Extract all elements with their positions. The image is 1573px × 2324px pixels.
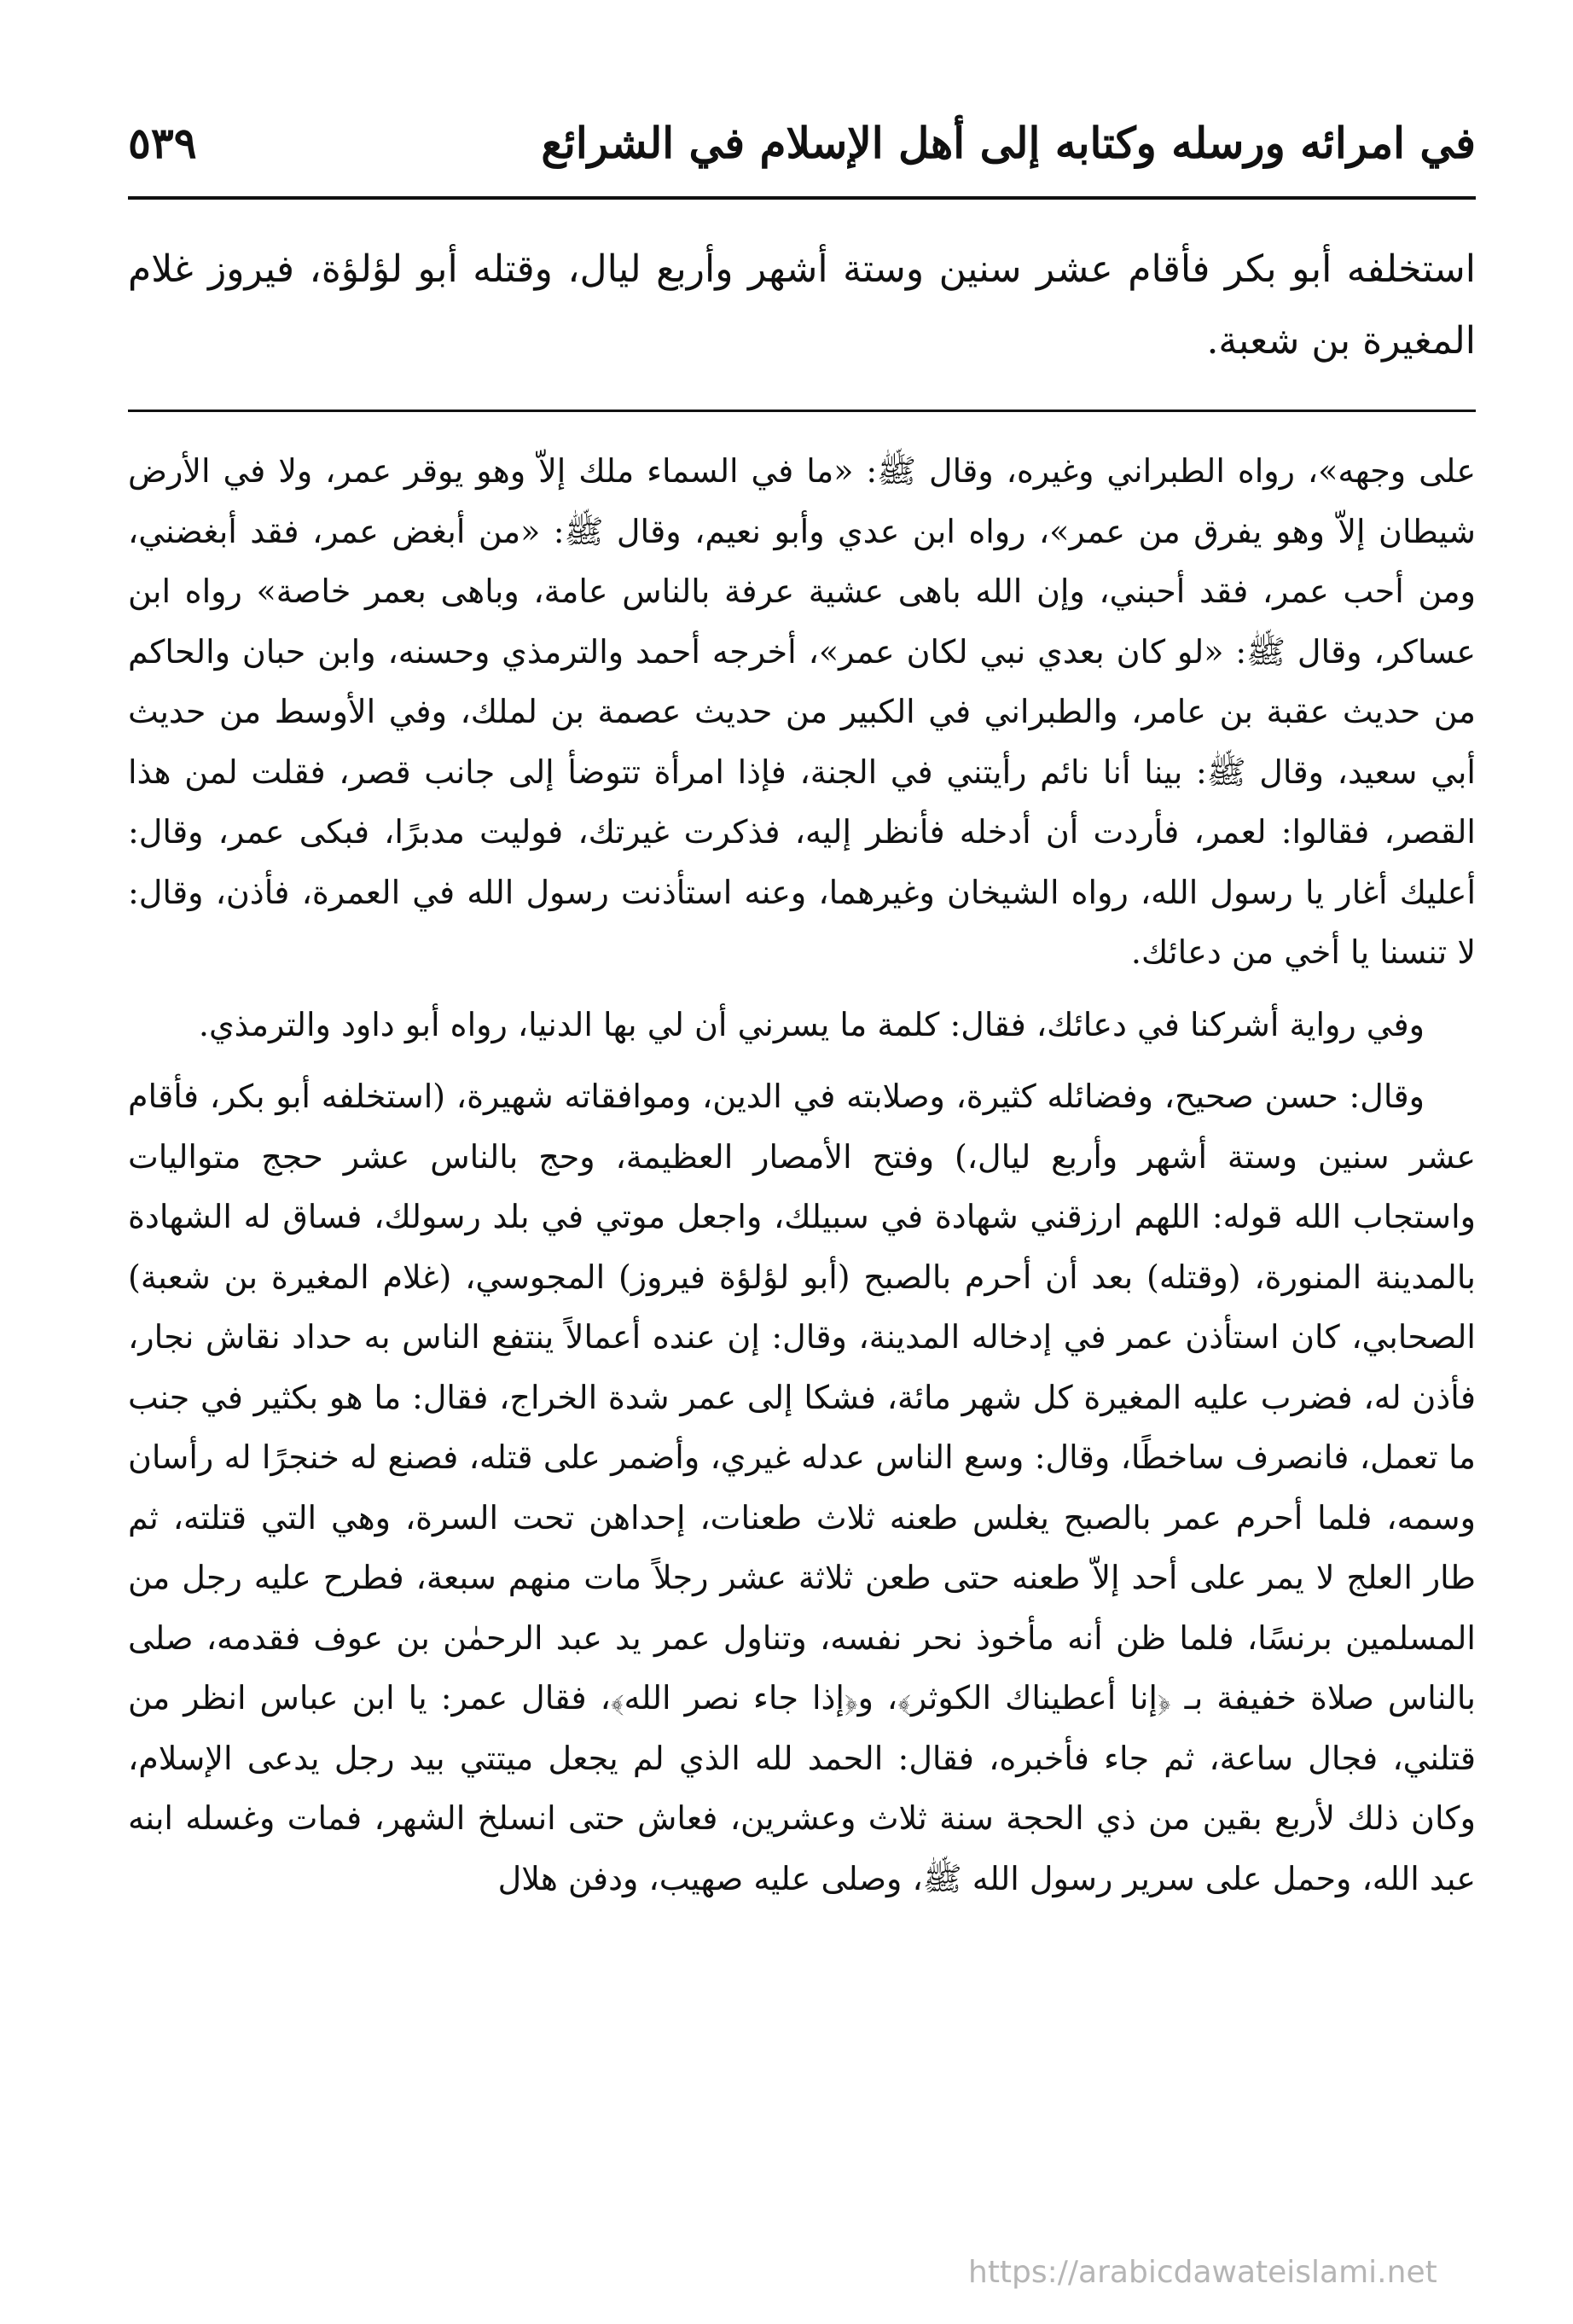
watermark-url: https://arabicdawateislami.net [968, 2255, 1437, 2290]
page-header [128, 102, 1476, 200]
book-page [128, 102, 1476, 2286]
commentary-paragraph: وفي رواية أشركنا في دعائك، فقال: كلمة ما يسرني أن لي بها الدنيا، رواه أبو داود والترمذي. [198, 1005, 1425, 1043]
running-title: في امرائه ورسله وكتابه إلى أهل الإسلام في الشرائع [541, 118, 1476, 168]
main-text: استخلفه أبو بكر فأقام عشر سنين وستة أشهر وأربع ليال، وقتله أبو لؤلؤة، فيروز غلام المغيرة بن شعبة. [128, 247, 1476, 363]
page-number: ٥٣٩ [128, 118, 197, 168]
commentary-paragraph: على وجهه»، رواه الطبراني وغيره، وقال ﷺ: «ما في السماء ملك إلاّ وهو يوقر عمر، ولا في الأرض شيطان إلاّ وهو يفرق من عمر»، رواه ابن عدي وأبو نعيم، وقال ﷺ: «من أبغض عمر، فقد أبغضني، ومن أحب عمر، فقد أحبني، وإن الله باهى عشية عرفة بالناس عامة، وباهى بعمر خاصة» رواه ابن عساكر، وقال ﷺ: «لو كان بعدي نبي لكان عمر»، أخرجه أحمد والترمذي وحسنه، وابن حبان والحاكم من حديث عقبة بن عامر، والطبراني في الكبير من حديث عصمة بن لملك، وفي الأوسط من حديث أبي سعيد، وقال ﷺ: بينا أنا نائم رأيتني في الجنة، فإذا امرأة تتوضأ إلى جانب قصر، فقلت لمن هذا القصر، فقالوا: لعمر، فأردت أن أدخله فأنظر إليه، فذكرت غيرتك، فوليت مدبرًا، فبكى عمر، وقال: أعليك أغار يا رسول الله، رواه الشيخان وغيرهما، وعنه استأذنت رسول الله في العمرة، فأذن، وقال: لا تنسنا يا أخي من دعائك. [128, 452, 1476, 971]
commentary-paragraph: وقال: حسن صحيح، وفضائله كثيرة، وصلابته في الدين، وموافقاته شهيرة، (استخلفه أبو بكر، فأقام عشر سنين وستة أشهر وأربع ليال،) وفتح الأمصار العظيمة، وحج بالناس عشر حجج متواليات واستجاب الله قوله: اللهم ارزقني شهادة في سبيلك، واجعل موتي في بلد رسولك، فساق له الشهادة بالمدينة المنورة، (وقتله) بعد أن أحرم بالصبح (أبو لؤلؤة فيروز) المجوسي، (غلام المغيرة بن شعبة) الصحابي، كان استأذن عمر في إدخاله المدينة، وقال: إن عنده أعمالاً ينتفع الناس به حداد نقاش نجار، فأذن له، فضرب عليه المغيرة كل شهر مائة، فشكا إلى عمر شدة الخراج، فقال: ما هو بكثير في جنب ما تعمل، فانصرف ساخطًا، وقال: وسع الناس عدله غيري، وأضمر على قتله، فصنع له خنجرًا له رأسان وسمه، فلما أحرم عمر بالصبح يغلس طعنه ثلاث طعنات، إحداهن تحت السرة، وهي التي قتلته، ثم طار العلج لا يمر على أحد إلاّ طعنه حتى طعن ثلاثة عشر رجلاً مات منهم سبعة، فطرح عليه رجل من المسلمين برنسًا، فلما ظن أنه مأخوذ نحر نفسه، وتناول عمر يد عبد الرحمٰن بن عوف فقدمه، صلى بالناس صلاة خفيفة بـ ﴿إنا أعطيناك الكوثر﴾، و﴿إذا جاء نصر الله﴾، فقال عمر: يا ابن عباس انظر من قتلني، فجال ساعة، ثم جاء فأخبره، فقال: الحمد لله الذي لم يجعل ميتتي بيد رجل يدعى الإسلام، وكان ذلك لأربع بقين من ذي الحجة سنة ثلاث وعشرين، فعاش حتى انسلخ الشهر، فمات وغسله ابنه عبد الله، وحمل على سرير رسول الله ﷺ، وصلى عليه صهيب، ودفن هلال [128, 1078, 1476, 1897]
text-separator [128, 410, 1476, 412]
commentary [128, 441, 1476, 1909]
